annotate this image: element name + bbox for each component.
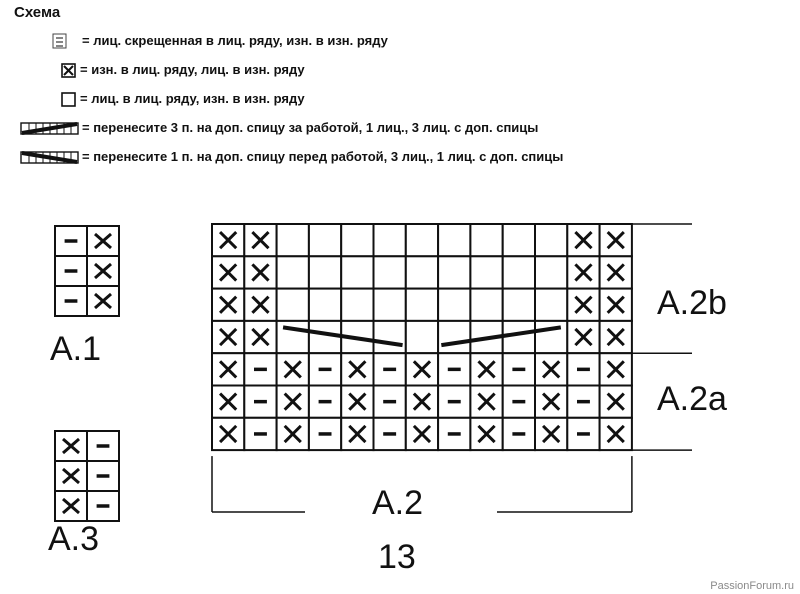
legend-text-empty: = лиц. в лиц. ряду, изн. в изн. ряду — [80, 91, 305, 106]
a2-cell — [374, 321, 406, 353]
watermark: PassionForum.ru — [710, 580, 794, 592]
a2-cell — [406, 321, 438, 353]
a2-cell — [309, 289, 341, 321]
a2-cell — [535, 256, 567, 288]
a2-cell — [374, 224, 406, 256]
a2-cell — [309, 224, 341, 256]
a2-cell — [470, 256, 502, 288]
a2-cell — [438, 321, 470, 353]
a2-cell — [277, 224, 309, 256]
a2-cell — [309, 256, 341, 288]
a2-cell — [535, 321, 567, 353]
chart-a2-label: A.2 — [372, 484, 424, 522]
a2-cell — [406, 256, 438, 288]
legend-text-twisted: = лиц. скрещенная в лиц. ряду, изн. в изн. ряду — [82, 33, 388, 48]
a2-cell — [438, 289, 470, 321]
a2-cell — [277, 289, 309, 321]
chart-a2b-label: A.2b — [657, 284, 727, 322]
a2-cell — [277, 321, 309, 353]
a2-cell — [470, 224, 502, 256]
legend-text-cable-front: = перенесите 1 п. на доп. спицу перед работой, 3 лиц., 1 лиц. с доп. спицы — [82, 149, 564, 164]
chart-a2-stitch-count: 13 — [378, 538, 416, 576]
a2-cell — [374, 289, 406, 321]
a2-cell — [535, 289, 567, 321]
a2-cell — [341, 224, 373, 256]
a2-cell — [470, 289, 502, 321]
a2-cell — [438, 256, 470, 288]
legend-text-cable-back: = перенесите 3 п. на доп. спицу за работой, 1 лиц., 3 лиц. с доп. спицы — [82, 120, 539, 135]
a2-cell — [406, 224, 438, 256]
a2-cell — [535, 224, 567, 256]
scheme-title: Схема — [14, 4, 61, 21]
chart-a3-label: A.3 — [48, 520, 100, 558]
legend-text-cross: = изн. в лиц. ряду, лиц. в изн. ряду — [80, 62, 305, 77]
a2-cell — [503, 224, 535, 256]
a2-cell — [438, 224, 470, 256]
a2-cell — [277, 256, 309, 288]
a2-cell — [503, 256, 535, 288]
a2-cell — [503, 289, 535, 321]
a2-cell — [406, 289, 438, 321]
a2-cell — [374, 256, 406, 288]
chart-a1-label: A.1 — [50, 330, 102, 368]
chart-a2a-label: A.2a — [657, 380, 727, 418]
a2-cell — [341, 256, 373, 288]
a2-cell — [341, 289, 373, 321]
